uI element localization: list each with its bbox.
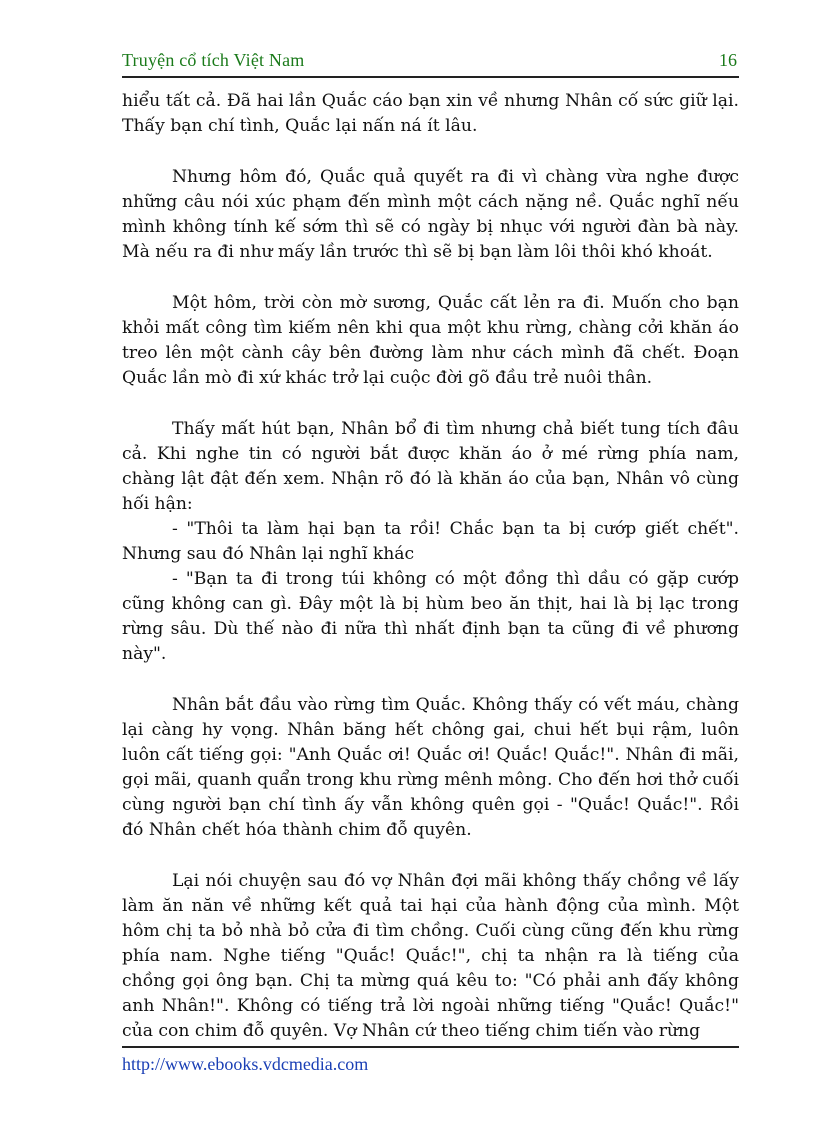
paragraph: Một hôm, trời còn mờ sương, Quắc cất lẻn ra đi. Muốn cho bạn khỏi mất công tìm kiếm nên khi qua một khu rừng, chàng cởi khăn áo treo lên một cành cây bên đường làm như cách mình đã chết. Đoạn Quắc lần mò đi xứ khác trở lại cuộc đời gõ đầu trẻ nuôi thân. [122, 293, 739, 388]
page-number: 16 [719, 50, 737, 70]
paragraph-gap [122, 667, 739, 693]
paragraph-gap [122, 391, 739, 417]
paragraph-gap [122, 843, 739, 869]
paragraph-gap [122, 139, 739, 165]
page-body [122, 89, 739, 1044]
book-title: Truyện cổ tích Việt Nam [122, 50, 305, 70]
footer-url-link[interactable]: http://www.ebooks.vdcmedia.com [122, 1054, 369, 1074]
dialogue-line: - "Thôi ta làm hại bạn ta rồi! Chắc bạn ta bị cướp giết chết". Nhưng sau đó Nhân lại nghĩ khác [122, 519, 739, 564]
paragraph: Nhưng hôm đó, Quắc quả quyết ra đi vì chàng vừa nghe được những câu nói xúc phạm đến mình một cách nặng nề. Quắc nghĩ nếu mình không tính kế sớm thì sẽ có ngày bị nhục với người đàn bà này. Mà nếu ra đi như mấy lần trước thì sẽ bị bạn làm lôi thôi khó khoát. [122, 167, 739, 262]
paragraph: Nhân bắt đầu vào rừng tìm Quắc. Không thấy có vết máu, chàng lại càng hy vọng. Nhân băng hết chông gai, chui hết bụi rậm, luôn luôn cất tiếng gọi: "Anh Quắc ơi! Quắc ơi! Quắc! Quắc!". Nhân đi mãi, gọi mãi, quanh quẩn trong khu rừng mênh mông. Cho đến hơi thở cuối cùng người bạn chí tình ấy vẫn không quên gọi - "Quắc! Quắc!". Rồi đó Nhân chết hóa thành chim đỗ quyên. [122, 695, 739, 840]
footer-divider [122, 1046, 739, 1048]
paragraph: Thấy mất hút bạn, Nhân bổ đi tìm nhưng chả biết tung tích đâu cả. Khi nghe tin có người bắt được khăn áo ở mé rừng phía nam, chàng lật đật đến xem. Nhận rõ đó là khăn áo của bạn, Nhân vô cùng hối hận: [122, 419, 739, 514]
page-header [122, 50, 739, 74]
dialogue-line: - "Bạn ta đi trong túi không có một đồng thì dầu có gặp cướp cũng không can gì. Đây một là bị hùm beo ăn thịt, hai là bị lạc trong rừng sâu. Dù thế nào đi nữa thì nhất định bạn ta cũng đi về phương này". [122, 569, 739, 664]
paragraph-gap [122, 265, 739, 291]
paragraph: Lại nói chuyện sau đó vợ Nhân đợi mãi không thấy chồng về lấy làm ăn năn về những kết quả tai hại của hành động của mình. Một hôm chị ta bỏ nhà bỏ cửa đi tìm chồng. Cuối cùng cũng đến khu rừng phía nam. Nghe tiếng "Quắc! Quắc!", chị ta nhận ra là tiếng của chồng gọi ông bạn. Chị ta mừng quá kêu to: "Có phải anh đấy không anh Nhân!". Không có tiếng trả lời ngoài những tiếng "Quắc! Quắc!" của con chim đỗ quyên. Vợ Nhân cứ theo tiếng chim tiến vào rừng [122, 871, 739, 1041]
paragraph-continuation: hiểu tất cả. Đã hai lần Quắc cáo bạn xin về nhưng Nhân cố sức giữ lại. Thấy bạn chí tình, Quắc lại nấn ná ít lâu. [122, 91, 739, 136]
header-divider [122, 76, 739, 78]
